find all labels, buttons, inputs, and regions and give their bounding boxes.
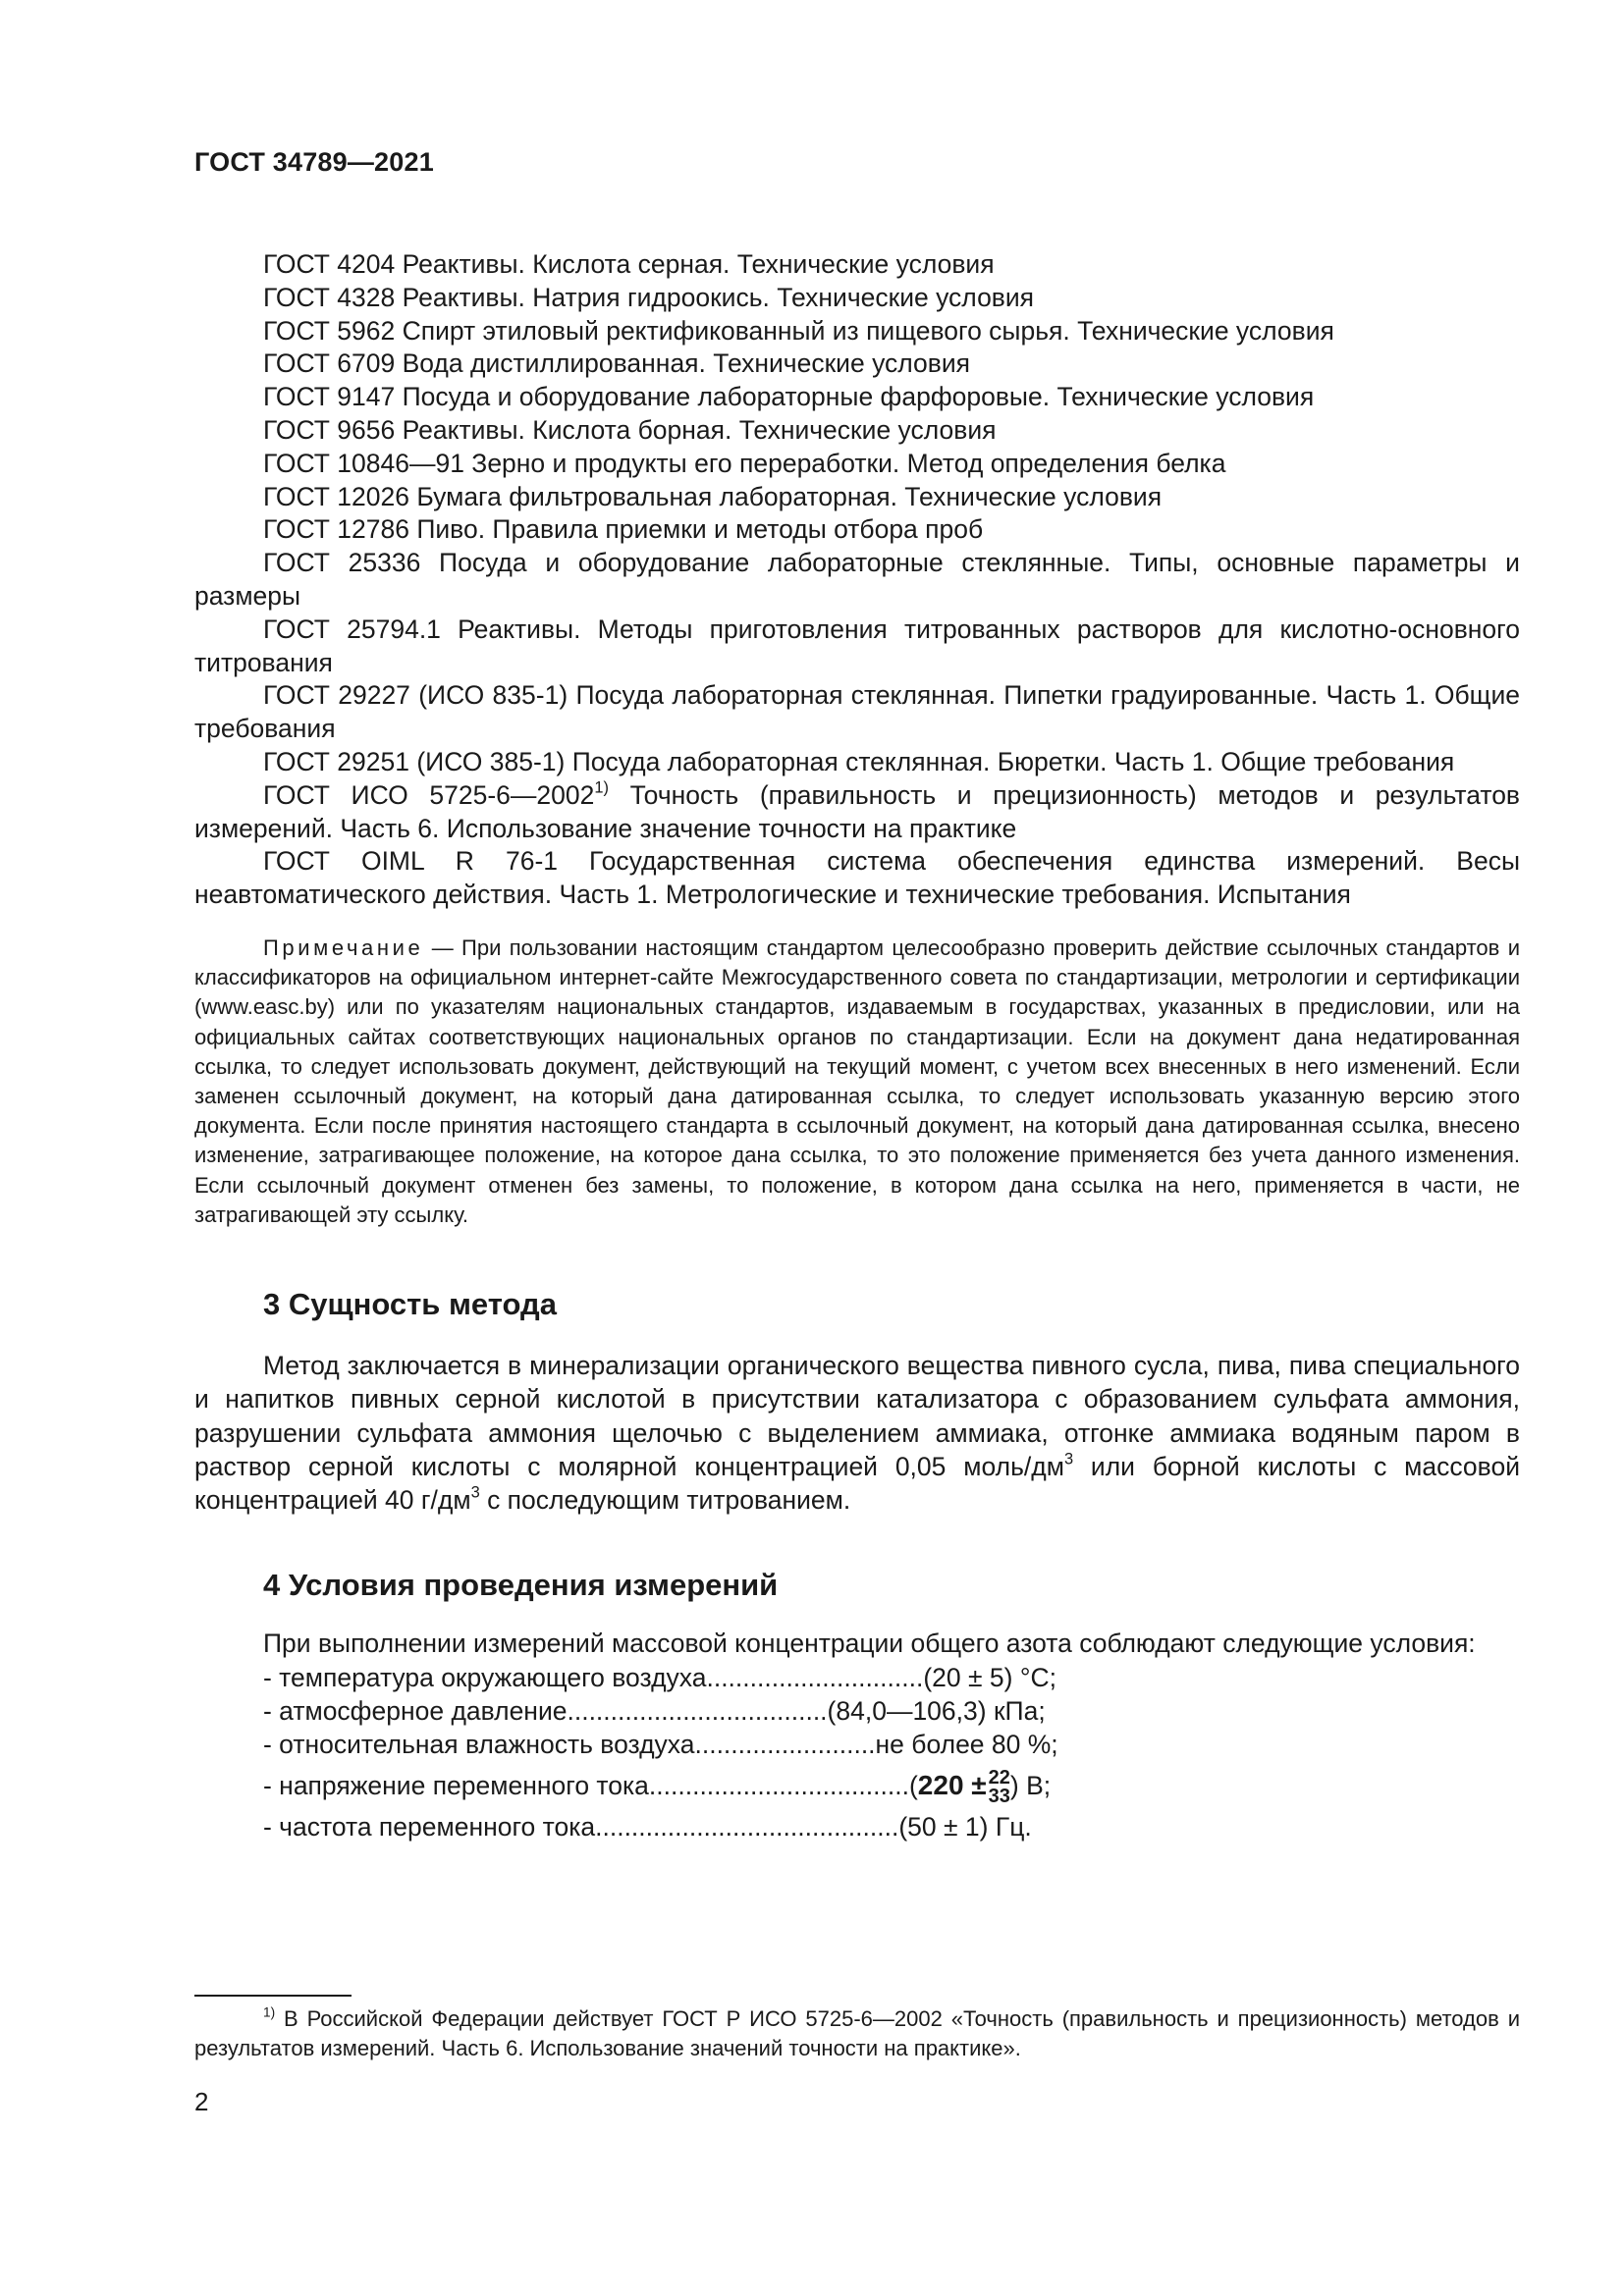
ref-item: ГОСТ 9147 Посуда и оборудование лабораторные фарфоровые. Технические условия [263,382,1315,412]
document-page [194,147,1520,1843]
condition-temperature: - температура окружающего воздуха..............................(20 ± 5) °С; [263,1662,1056,1692]
ref-item: ГОСТ 12026 Бумага фильтровальная лабораторная. Технические условия [263,481,1163,511]
footnote [194,2004,1520,2063]
note [194,934,1520,1230]
note-label: Примечание [263,934,424,960]
section-3-title: 3 Сущность метода [263,1286,557,1321]
section-4-intro: При выполнении измерений массовой концентрации общего азота соблюдают следующие условия: [263,1629,1476,1659]
voltage-tolerance: 22 33 [988,1766,1010,1807]
ref-iso-head: ГОСТ ИСО 5725-6—2002 [263,779,595,810]
ref-item: ГОСТ 4328 Реактивы. Натрия гидроокись. Технические условия [263,282,1035,312]
ref-item: ГОСТ 25794.1 Реактивы. Методы приготовления титрованных растворов для кислотно-основного титрования [194,614,1520,677]
ref-item: ГОСТ 6709 Вода дистиллированная. Технические условия [263,348,971,379]
ref-item: ГОСТ 10846—91 Зерно и продукты его переработки. Метод определения белка [263,448,1226,478]
ref-item: ГОСТ 29227 (ИСО 835-1) Посуда лабораторная стеклянная. Пипетки градуированные. Часть 1. Общие требования [194,680,1520,744]
condition-pressure: - атмосферное давление....................................(84,0—106,3) кПа; [263,1695,1046,1726]
normative-references [194,248,1520,912]
ref-item: ГОСТ 12786 Пиво. Правила приемки и методы отбора проб [263,514,984,545]
ref-item: ГОСТ 5962 Спирт этиловый ректификованный из пищевого сырья. Технические условия [263,315,1334,346]
ref-item-oiml: ГОСТ OIML R 76-1 Государственная система обеспечения единства измерений. Весы неавтоматического действия. Часть 1. Метрологические и технические требования. Испытания [194,846,1520,910]
footnote-divider [194,1995,352,1997]
conditions-list [194,1661,1520,1843]
footnote-mark: 1) [263,2004,276,2020]
section-3-text: Метод заключается в минерализации органического вещества пивного сусла, пива, пива специального и напитков пивных серной кислотой в присутствии катализатора с образованием сульфата аммония, разрушении сульфата аммония щелочью с выделением аммиака, отгонке аммиака водяным паром в раствор серной кислоты с молярной концентрацией 0,05 моль/$дм^3$ или борной кислоты с массовой концентрацией 40 $г/дм^3$ с последующим титрованием. [194,1350,1520,1516]
ref-iso-tail: Точность (правильность и прецизионность) методов и результатов измерений. Часть 6. Использование значение точности на практике [194,779,1521,843]
ref-item: ГОСТ 4204 Реактивы. Кислота серная. Технические условия [263,249,995,279]
note-text: — При пользовании настоящим стандартом целесообразно проверить действие ссылочных стандартов и классификаторов на официальном интернет-сайте Межгосударственного совета по стандартизации, метрологии и сертификации (www.easc.by) или по указателям национальных стандартов, издаваемым в государствах, указанных в предисловии, или на официальных сайтах соответствующих национальных органов по стандартизации. Если на документ дана недатированная ссылка, то следует использовать документ, действующий на текущий момент, с учетом всех внесенных в него изменений. Если заменен ссылочный документ, на который дана датированная ссылка, то следует использовать указанную версию этого документа. Если после принятия настоящего стандарта в ссылочный документ, на который дана датированная ссылка, внесено изменение, затрагивающее положение, на которое дана ссылка, то это положение применяется без учета данного изменения. Если ссылочный документ отменен без замены, то положение, в котором дана ссылка на него, применяется в части, не затрагивающей эту ссылку. [194,934,1520,1227]
document-header: ГОСТ 34789—2021 [194,147,434,177]
condition-frequency: - частота переменного тока..........................................(50 ± 1) Гц. [263,1811,1032,1842]
ref-item: ГОСТ 25336 Посуда и оборудование лабораторные стеклянные. Типы, основные параметры и размеры [194,548,1520,611]
condition-voltage: - напряжение переменного тока....................................(220 ± 22 33 ) В; [263,1766,1052,1807]
ref-item: ГОСТ 29251 (ИСО 385-1) Посуда лабораторная стеклянная. Бюретки. Часть 1. Общие требования [263,746,1455,776]
page-number: 2 [194,2087,209,2116]
condition-humidity: - относительная влажность воздуха.........................не более 80 %; [263,1729,1058,1759]
ref-item-iso [194,779,1520,846]
footnote-marker[interactable]: 1) [594,778,609,797]
section-4-title: 4 Условия проведения измерений [263,1568,779,1603]
ref-item: ГОСТ 9656 Реактивы. Кислота борная. Технические условия [263,414,997,445]
footnote-text: В Российской Федерации действует ГОСТ Р ИСО 5725-6—2002 «Точность (правильность и прецизионность) методов и результатов измерений. Часть 6. Использование значений точности на практике». [194,2006,1520,2060]
